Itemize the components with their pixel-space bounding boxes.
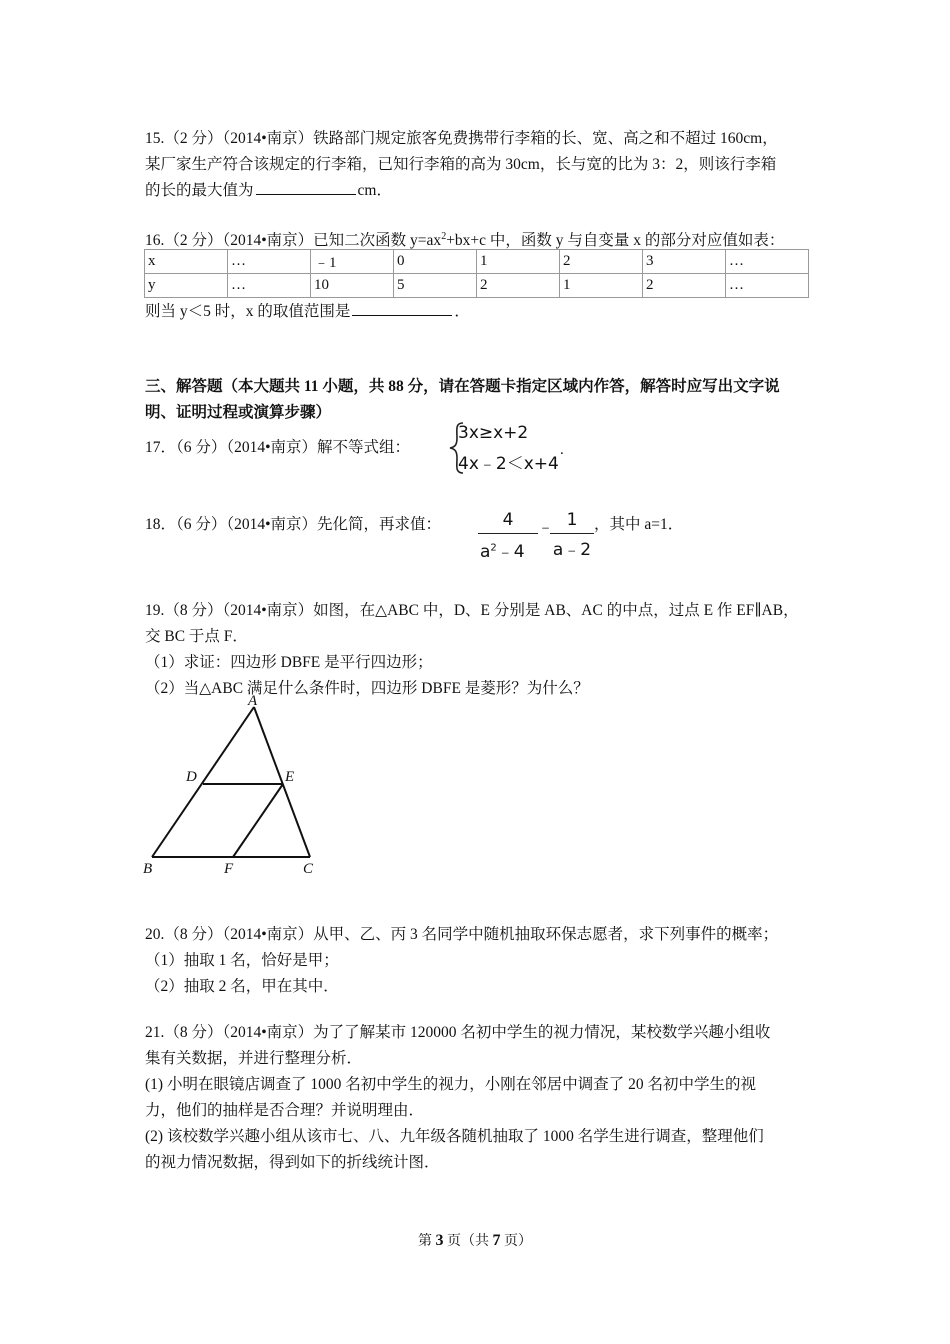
q20-line1: 20.（8 分）（2014•南京）从甲、乙、丙 3 名同学中随机抽取环保志愿者，求下列事件的概率； (145, 926, 779, 943)
q16-value-table (144, 249, 809, 298)
q20-line3: （2）抽取 2 名，甲在其中． (145, 978, 339, 995)
section-3-heading (145, 374, 815, 426)
segment-AC (254, 707, 310, 857)
table-cell: … (726, 274, 809, 298)
table-cell: x (145, 250, 228, 274)
section3-line2: 明、证明过程或演算步骤） (145, 404, 332, 421)
table-cell: … (228, 250, 311, 274)
table-row (145, 274, 809, 298)
table-cell: 5 (394, 274, 477, 298)
table-cell: 0 (394, 250, 477, 274)
table-cell: … (228, 274, 311, 298)
label-D: D (186, 769, 197, 785)
label-C: C (303, 861, 314, 877)
table-cell: 10 (311, 274, 394, 298)
q16-post: +bx+c 中，函数 y 与自变量 x 的部分对应值如表： (446, 232, 785, 250)
label-B: B (143, 861, 153, 877)
q19-line2: 交 BC 于点 F． (145, 628, 248, 645)
table-cell: y (145, 274, 228, 298)
q18-text: 18．（6 分）（2014•南京）先化简，再求值： (145, 516, 442, 533)
q18-frac2-bar (550, 533, 594, 534)
q16-sup: 2 (441, 231, 447, 242)
table-row (145, 250, 809, 274)
q18-minus: ﹣ (537, 517, 554, 537)
q16-answer-blank[interactable] (352, 299, 452, 316)
total-page-number: 7 (492, 1232, 501, 1249)
segment-AB (152, 707, 254, 857)
table-cell: 2 (643, 274, 726, 298)
table-cell: 3 (643, 250, 726, 274)
table-cell: ﹣1 (311, 250, 394, 274)
q15-line1: 15.（2 分）（2014•南京）铁路部门规定旅客免费携带行李箱的长、宽、高之和不超过 160cm， (145, 130, 778, 147)
q16-after-post: ． (454, 303, 470, 320)
section3-line1: 三、解答题（本大题共 11 小题，共 88 分，请在答题卡指定区域内作答，解答时应写出文字说 (145, 378, 780, 395)
q21-line6: 的视力情况数据，得到如下的折线统计图． (145, 1154, 440, 1171)
q21-line2: 集有关数据，并进行整理分析． (145, 1050, 363, 1067)
table-cell: … (726, 250, 809, 274)
q18-frac2-denominator: a﹣2 (552, 540, 592, 560)
q19-line3: （1）求证：四边形 DBFE 是平行四边形； (145, 654, 433, 671)
q17-inequality-1: 3x≥x+2 (458, 423, 529, 443)
q15-line3-pre: 的长的最大值为 (145, 182, 254, 199)
q15-answer-blank[interactable] (256, 178, 356, 195)
q21-line4: 力，他们的抽样是否合理？并说明理由． (145, 1102, 425, 1119)
q21-line5: (2) 该校数学兴趣小组从该市七、八、九年级各随机抽取了 1000 名学生进行调查，整理他们 (145, 1128, 764, 1145)
question-16 (145, 224, 815, 250)
q15-line2: 某厂家生产符合该规定的行李箱，已知行李箱的高为 30cm，长与宽的比为 3：2，则该行李箱 (145, 156, 777, 173)
q19-line1: 19.（8 分）（2014•南京）如图，在△ABC 中，D、E 分别是 AB、AC 的中点，过点 E 作 EF∥AB， (145, 602, 799, 619)
question-19 (145, 598, 815, 702)
q16-after (145, 299, 815, 325)
q18-frac1-bar (478, 533, 538, 534)
current-page-number: 3 (435, 1232, 444, 1249)
q15-line3 (145, 178, 815, 204)
q21-line3: (1) 小明在眼镜店调查了 1000 名初中学生的视力，小刚在邻居中调查了 20 名初中学生的视 (145, 1076, 756, 1093)
label-E: E (285, 769, 295, 785)
q16-after-pre: 则当 y＜5 时，x 的取值范围是 (145, 303, 351, 320)
q21-line1: 21.（8 分）（2014•南京）为了了解某市 120000 名初中学生的视力情况，某校数学兴趣小组收 (145, 1024, 771, 1041)
table-cell: 1 (477, 250, 560, 274)
q19-triangle-figure (140, 692, 330, 882)
q18-frac2-numerator: 1 (566, 510, 578, 530)
q18-frac1-denominator: $a^2﹣4$ (480, 542, 525, 562)
page-footer: 第 3 页（共 7 页） (418, 1232, 532, 1249)
q16-line1 (145, 224, 815, 250)
segment-EF (233, 784, 283, 857)
question-15 (145, 126, 815, 204)
table-cell: 2 (560, 250, 643, 274)
question-21 (145, 1020, 815, 1176)
q19-line4: （2）当△ABC 满足什么条件时，四边形 DBFE 是菱形？为什么？ (145, 680, 589, 697)
table-cell: 2 (477, 274, 560, 298)
q15-line3-post: cm． (357, 182, 392, 199)
q18-frac1-numerator: 4 (502, 510, 514, 530)
label-A: A (248, 693, 258, 709)
q20-line2: （1）抽取 1 名，恰好是甲； (145, 952, 339, 969)
q17-inequality-2: 4x﹣2＜x+4 (458, 454, 559, 474)
table-cell: 1 (560, 274, 643, 298)
question-20 (145, 922, 815, 1000)
q16-pre: 16.（2 分）（2014•南京）已知二次函数 y=ax (145, 232, 442, 250)
label-F: F (224, 861, 234, 877)
q17-text: 17．（6 分）（2014•南京）解不等式组： (145, 439, 411, 456)
q18-tail: ，其中 a=1． (594, 516, 684, 533)
q17-end: . (560, 442, 564, 458)
